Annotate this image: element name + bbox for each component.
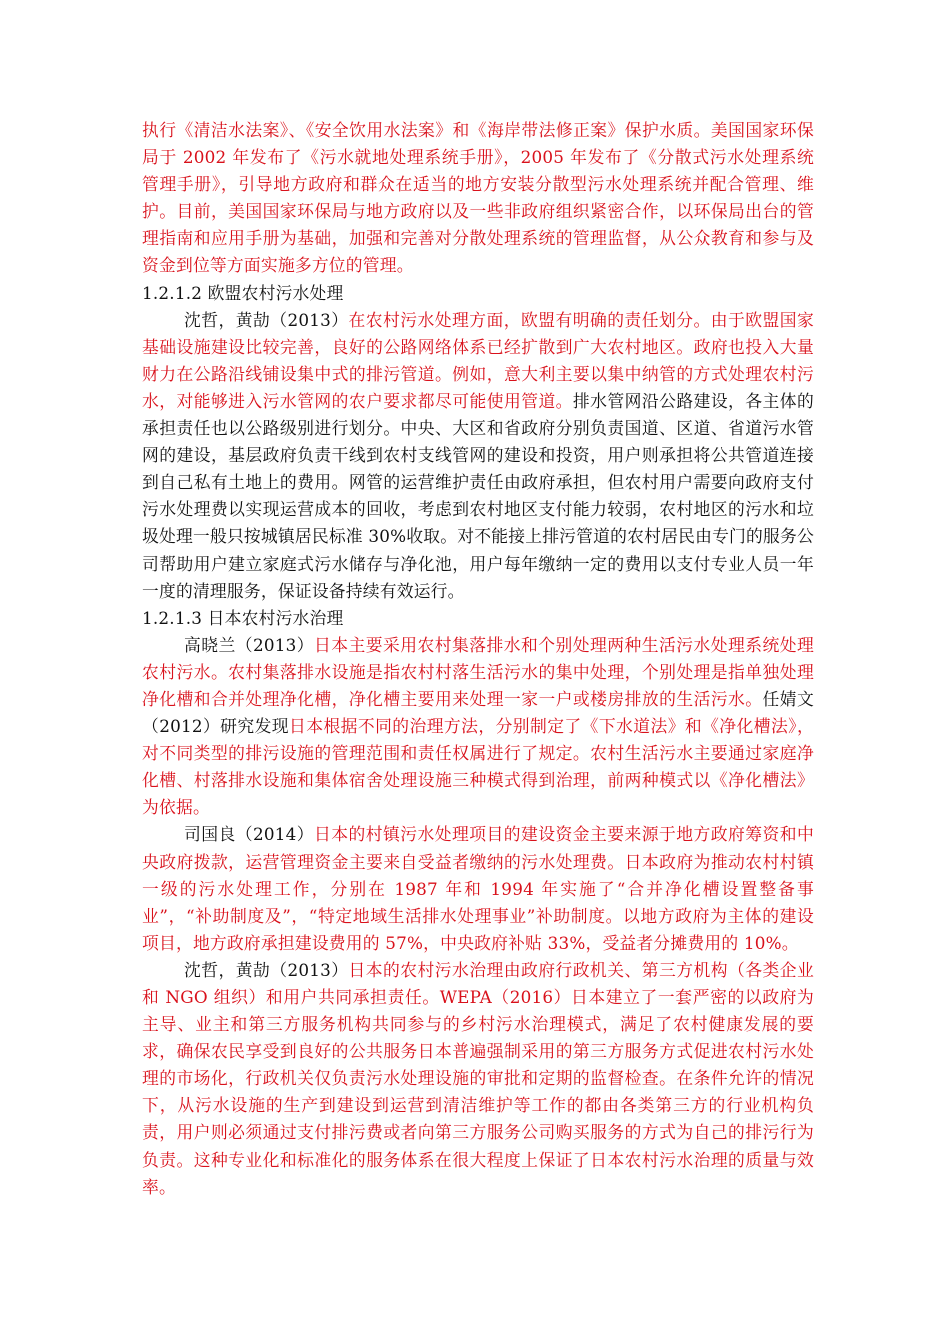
jp-paragraph-1-text-2: 日本根据不同的治理方法，分别制定了《下水道法》和《净化槽法》，对不同类型的排污设施的管理范围和责任权属进行了规定。农村生活污水主要通过家庭净化槽、村落排水设施和集体宿舍处理设施三种模式得到治理，前两种模式以《净化槽法》为依据。 <box>142 716 814 818</box>
citation: 高晓兰（2013） <box>184 634 315 655</box>
eu-paragraph <box>142 307 814 605</box>
jp-paragraph-2-text: 日本的村镇污水处理项目的建设资金主要来源于地方政府筹资和中央政府拨款，运营管理资金主要来自受益者缴纳的污水处理费。日本政府为推动农村村镇一级的污水处理工作，分别在 1987 年和 1994 年实施了“合并净化槽设置整备事业”，“补助制度及”，“特定地域生活排水处理事业”补助制度。以地方政府为主体的建设项目，地方政府承担建设费用的 57%，中央政府补贴 33%，受益者分摊费用的 10%。 <box>142 824 814 953</box>
jp-paragraph-1-text: 日本主要采用农村集落排水和个别处理两种生活污水处理系统处理农村污水。农村集落排水设施是指农村村落生活污水的集中处理，个别处理是指单独处理净化槽和合并处理净化槽，净化槽主要用来处理一家一户或楼房排放的生活污水。 <box>142 634 814 709</box>
eu-paragraph-text-black: 排水管网沿公路建设，各主体的承担责任也以公路级别进行划分。中央、大区和省政府分别负责国道、区道、省道污水管网的建设，基层政府负责干线到农村支线管网的建设和投资，用户则承担将公共管道连接到自己私有土地上的费用。网管的运营维护责任由政府承担，但农村用户需要向政府支付污水处理费以实现运营成本的回收，考虑到农村地区支付能力较弱，农村地区的污水和垃圾处理一般只按城镇居民标准 30%收取。对不能接上排污管道的农村居民由专门的服务公司帮助用户建立家庭式污水储存与净化池，用户每年缴纳一定的费用以支付专业人员一年一度的清理服务，保证设备持续有效运行。 <box>142 390 814 601</box>
citation: 司国良（2014） <box>184 824 315 845</box>
jp-paragraph-2 <box>142 821 814 956</box>
jp-paragraph-1 <box>142 632 814 822</box>
us-paragraph <box>142 117 814 280</box>
jp-section-heading: 1.2.1.3 日本农村污水治理 <box>142 607 344 628</box>
jp-paragraph-3 <box>142 957 814 1201</box>
document-page <box>142 117 814 1201</box>
citation: 沈哲，黄劼（2013） <box>184 309 349 330</box>
us-paragraph-text: 执行《清洁水法案》、《安全饮用水法案》和《海岸带法修正案》保护水质。美国国家环保局于 2002 年发布了《污水就地处理系统手册》，2005 年发布了《分散式污水处理系统管理手册》，引导地方政府和群众在适当的地方安装分散型污水处理系统并配合管理、维护。目前，美国国家环保局与地方政府以及一些非政府组织紧密合作，以环保局出台的管理指南和应用手册为基础，加强和完善对分散处理系统的管理监督，从公众教育和参与及资金到位等方面实施多方位的管理。 <box>142 120 814 276</box>
jp-paragraph-3-text: 日本的农村污水治理由政府行政机关、第三方机构（各类企业和 NGO 组织）和用户共同承担责任。WEPA（2016）日本建立了一套严密的以政府为主导、业主和第三方服务机构共同参与的乡村污水治理模式，满足了农村健康发展的要求，确保农民享受到良好的公共服务日本普遍强制采用的第三方服务方式促进农村污水处理的市场化，行政机关仅负责污水处理设施的审批和定期的监督检查。在条件允许的情况下，从污水设施的生产到建设到运营到清洁维护等工作的都由各类第三方的行业机构负责，用户则必须通过支付排污费或者向第三方服务公司购买服务的方式为自己的排污行为负责。这种专业化和标准化的服务体系在很大程度上保证了日本农村污水治理的质量与效率。 <box>142 959 814 1197</box>
citation: 沈哲，黄劼（2013） <box>184 959 349 980</box>
eu-section-heading: 1.2.1.2 欧盟农村污水处理 <box>142 282 344 303</box>
eu-paragraph-text: 在农村污水处理方面，欧盟有明确的责任划分。由于欧盟国家基础设施建设比较完善，良好的公路网络体系已经扩散到广大农村地区。政府也投入大量财力在公路沿线铺设集中式的排污管道。例如，意大利主要以集中纳管的方式处理农村污水，对能够进入污水管网的农户要求都尽可能使用管道。 <box>142 309 814 411</box>
citation: 任婧文（2012）研究发现 <box>142 688 815 737</box>
